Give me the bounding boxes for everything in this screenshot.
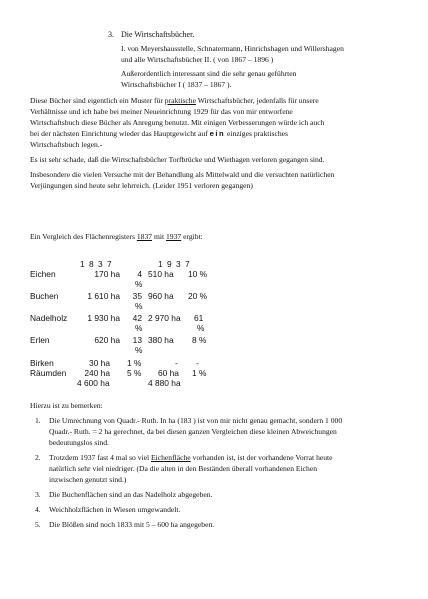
- cell-pct-1837: 4: [137, 269, 142, 279]
- list-item-line: inzwischen genutzt sind.): [49, 475, 127, 484]
- paragraph-line: [30, 97, 319, 105]
- text: mit: [152, 232, 166, 241]
- header-1837: 1 8 3 7: [80, 259, 113, 269]
- cell-pct-1837: 35: [132, 291, 142, 301]
- cell-pct-sign: %: [135, 301, 143, 311]
- cell-pct-1837: 42: [132, 313, 142, 323]
- cell-ha-1837: 1 930 ha: [87, 313, 120, 323]
- cell-pct-1937: 20 %: [188, 291, 208, 301]
- text: Wirtschaftsbücher, jedenfalls für unsere: [195, 96, 319, 105]
- underlined-word: Eichenfläche: [151, 453, 191, 462]
- text: Trotzdem 1937 fast 4 mal so viel: [49, 453, 152, 462]
- list-item-line: [49, 454, 333, 462]
- emphasized-word: ein: [209, 129, 226, 138]
- section-title: Die Wirtschaftsbücher.: [121, 30, 195, 39]
- list-item-line: Die Blößen sind noch 1833 mit 5 – 600 ha angegeben.: [49, 520, 215, 529]
- text: Ein Vergleich des Flächenregisters: [30, 232, 137, 241]
- cell-pct-1937: 1 %: [192, 368, 207, 378]
- header-1937: 1 9 3 7: [158, 259, 191, 269]
- text: ergibt:: [181, 232, 203, 241]
- year-1937: 1937: [165, 232, 182, 241]
- text: vorhanden ist, ist der vorhandene Vorrat heute: [190, 453, 333, 462]
- list-item-line: Weichholzflächen in Wiesen umgewandelt.: [49, 505, 181, 514]
- cell-pct-1937: -: [196, 358, 199, 368]
- section-line: und alle Wirtschaftsbücher II. ( von 1867 – 1896 ): [121, 55, 274, 64]
- paragraph-line: Verjüngungen sind heute sehr lehrreich. (Leider 1951 verloren gegangen): [30, 181, 253, 190]
- year-1837: 1837: [136, 232, 153, 241]
- remarks-intro: Hierzu ist zu bemerken:: [30, 401, 103, 410]
- list-number: 1.: [35, 416, 41, 425]
- list-item-line: Die Umrechnung von Quadr.- Ruth. In ha (183 ) ist von mir nicht genau gemacht, sondern 1 000: [49, 416, 343, 425]
- section-number: 3.: [108, 30, 114, 39]
- cell-ha-1837: 240 ha: [84, 368, 110, 378]
- cell-ha-1937: -: [175, 358, 178, 368]
- row-label-buchen: Buchen: [30, 291, 59, 301]
- cell-pct-1937: 61: [194, 313, 204, 323]
- cell-pct-1837: 13: [132, 335, 142, 345]
- comparison-heading: [30, 233, 203, 241]
- cell-ha-1937: 60 ha: [158, 368, 179, 378]
- list-item-line: Quadr.- Ruth. = 2 ha gerechnet, da bei diesen ganzen Vergleichen diese kleinen Abweichungen: [49, 427, 337, 436]
- section-line: I. von Meyershausstelle, Schnatermann, Hinrichshagen und Willershagen: [121, 44, 344, 53]
- list-number: 3.: [35, 490, 41, 499]
- paragraph-line: [30, 130, 288, 138]
- cell-ha-1937: 510 ha: [148, 269, 174, 279]
- cell-pct-sign: %: [135, 323, 143, 333]
- underlined-word: praktische: [164, 96, 196, 105]
- text: bei der nächsten Einrichtung wieder das Hauptgewicht auf: [30, 129, 210, 138]
- row-label-eichen: Eichen: [30, 269, 56, 279]
- total-1937: 4 880 ha: [148, 378, 181, 388]
- cell-ha-1937: 2 970 ha: [148, 313, 181, 323]
- row-label-birken: Birken: [30, 358, 54, 368]
- list-number: 4.: [35, 505, 41, 514]
- text: Diese Bücher sind eigentlich ein Muster für: [30, 96, 165, 105]
- paragraph-line: Verhältnisse und ich habe bei meiner Neueinrichtung 1929 für das von mir entworfene: [30, 107, 293, 116]
- cell-ha-1937: 380 ha: [148, 335, 174, 345]
- section-line: Wirtschaftsbücher I ( 1837 – 1867 ).: [121, 80, 232, 89]
- row-label-nadelholz: Nadelholz: [30, 313, 68, 323]
- cell-pct-sign: %: [135, 345, 143, 355]
- cell-pct-sign: %: [197, 323, 205, 333]
- list-item-line: Die Buchenflächen sind an das Nadelholz abgegeben.: [49, 490, 213, 499]
- cell-ha-1837: 170 ha: [94, 269, 120, 279]
- list-number: 5.: [35, 520, 41, 529]
- cell-pct-1837: 5 %: [127, 368, 142, 378]
- paragraph-line: Insbesondere die vielen Versuche mit der Behandlung als Mittelwald und die versuchten natürlichen: [30, 170, 335, 179]
- cell-ha-1837: 30 ha: [89, 358, 110, 368]
- list-number: 2.: [35, 453, 41, 462]
- list-item-line: bedeutungslos sind.: [49, 438, 109, 447]
- list-item-line: natürlich sehr viel niedriger. (Da die alten in den Beständen überall vorhandenen Eichen: [49, 464, 318, 473]
- paragraph-line: Es ist sehr schade, daß die Wirtschaftsbücher Torfbrücke und Wiethagen verloren gegangen sind.: [30, 155, 325, 164]
- cell-ha-1937: 960 ha: [148, 291, 174, 301]
- cell-pct-1937: 10 %: [188, 269, 208, 279]
- text: einziges praktisches: [225, 129, 288, 138]
- paragraph-line: Wirtschaftsbuch legen.-: [30, 140, 103, 149]
- cell-pct-1837: 1 %: [127, 358, 142, 368]
- row-label-erlen: Erlen: [30, 335, 50, 345]
- cell-ha-1837: 1 610 ha: [87, 291, 120, 301]
- total-1837: 4 600 ha: [77, 378, 110, 388]
- cell-ha-1837: 620 ha: [94, 335, 120, 345]
- row-label-raeumden: Räumden: [30, 368, 67, 378]
- section-line: Außerordentlich interessant sind die sehr genau geführten: [121, 69, 297, 78]
- cell-pct-1937: 8 %: [192, 335, 207, 345]
- paragraph-line: Wirtschaftsbuch diese Bücher als Anregung benutzt. Mit einigen Verbesserungen würde ich auch: [30, 118, 325, 127]
- cell-pct-sign: %: [135, 279, 143, 289]
